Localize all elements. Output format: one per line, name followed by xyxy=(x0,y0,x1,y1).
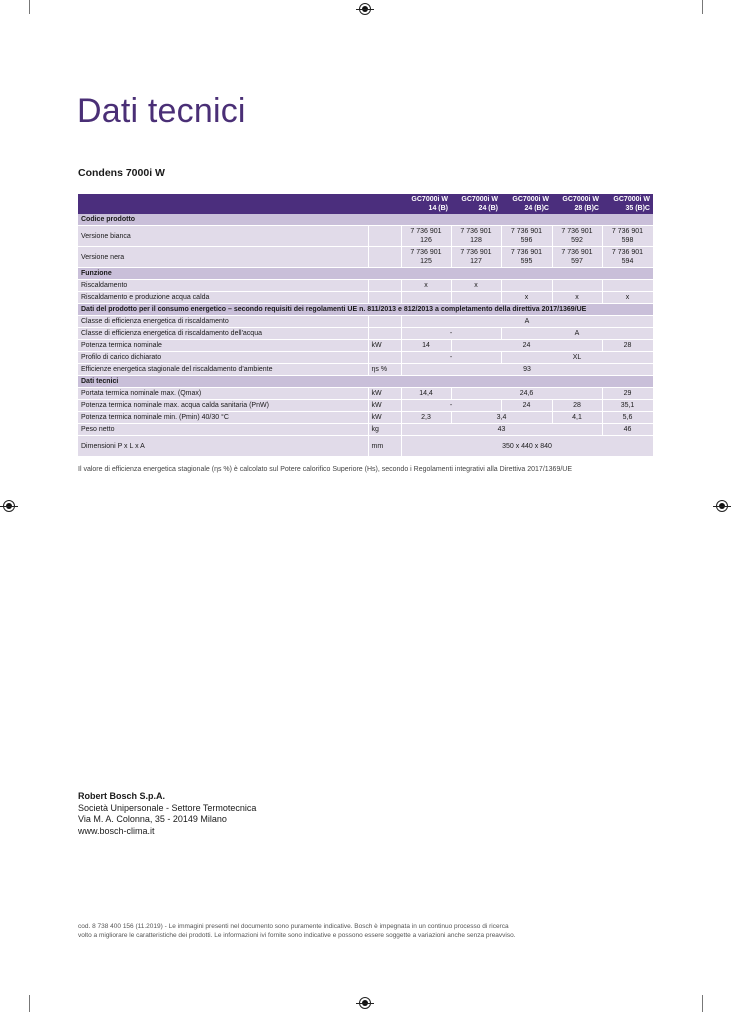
cell-value: 7 736 901 594 xyxy=(602,247,653,268)
cell-value: 29 xyxy=(602,388,653,400)
row-unit: kW xyxy=(368,400,401,412)
cell-value xyxy=(602,280,653,292)
registration-mark xyxy=(359,3,371,15)
row-label: Versione bianca xyxy=(78,226,368,247)
cell-value: 7 736 901 597 xyxy=(552,247,602,268)
registration-mark xyxy=(716,500,728,512)
section-row xyxy=(78,214,653,226)
table-row xyxy=(78,424,653,436)
column-header: GC7000i W 24 (B) xyxy=(451,194,501,214)
crop-mark xyxy=(29,0,30,14)
cell-value: 14,4 xyxy=(401,388,451,400)
section-row xyxy=(78,376,653,388)
cell-value: - xyxy=(401,328,501,340)
cell-value xyxy=(552,280,602,292)
row-label: Classe di efficienza energetica di riscaldamento dell'acqua xyxy=(78,328,368,340)
row-label: Dimensioni P x L x A xyxy=(78,436,368,457)
cell-value: 46 xyxy=(602,424,653,436)
disclaimer xyxy=(78,922,638,940)
section-title: Codice prodotto xyxy=(78,214,653,226)
cell-value: x xyxy=(501,292,552,304)
crop-mark xyxy=(29,995,30,1012)
cell-value xyxy=(501,280,552,292)
row-unit xyxy=(368,328,401,340)
cell-value: 2,3 xyxy=(401,412,451,424)
table-row xyxy=(78,388,653,400)
header-blank xyxy=(368,194,401,214)
column-header: GC7000i W 24 (B)C xyxy=(501,194,552,214)
table-row xyxy=(78,436,653,457)
column-header: GC7000i W 28 (B)C xyxy=(552,194,602,214)
row-unit xyxy=(368,316,401,328)
row-label: Potenza termica nominale xyxy=(78,340,368,352)
table-row xyxy=(78,316,653,328)
cell-value: 24 xyxy=(501,400,552,412)
cell-value: 4,1 xyxy=(552,412,602,424)
cell-value: 7 736 901 126 xyxy=(401,226,451,247)
table-row xyxy=(78,352,653,364)
table-header-row xyxy=(78,194,653,214)
cell-value: 7 736 901 125 xyxy=(401,247,451,268)
cell-value: 7 736 901 592 xyxy=(552,226,602,247)
table-row xyxy=(78,364,653,376)
cell-value xyxy=(451,292,501,304)
section-title: Funzione xyxy=(78,268,653,280)
disclaimer-line: volto a migliorare le caratteristiche dei prodotti. Le informazioni ivi fornite sono indicative e possono essere soggette a variazioni anche senza preavviso. xyxy=(78,932,516,939)
row-unit: ηs % xyxy=(368,364,401,376)
row-unit: mm xyxy=(368,436,401,457)
page-title: Dati tecnici xyxy=(77,92,246,130)
cell-value: - xyxy=(401,352,501,364)
cell-value: 35,1 xyxy=(602,400,653,412)
row-label: Portata termica nominale max. (Qmax) xyxy=(78,388,368,400)
cell-value: A xyxy=(501,328,653,340)
cell-value: x xyxy=(451,280,501,292)
column-header: GC7000i W 35 (B)C xyxy=(602,194,653,214)
cell-value: 5,6 xyxy=(602,412,653,424)
column-header: GC7000i W 14 (B) xyxy=(401,194,451,214)
row-label: Potenza termica nominale max. acqua calda sanitaria (PnW) xyxy=(78,400,368,412)
row-label: Classe di efficienza energetica di riscaldamento xyxy=(78,316,368,328)
company-line: Società Unipersonale - Settore Termotecnica xyxy=(78,802,257,813)
cell-value: 7 736 901 127 xyxy=(451,247,501,268)
row-unit xyxy=(368,226,401,247)
table-row xyxy=(78,280,653,292)
table-row xyxy=(78,340,653,352)
cell-value: 24,6 xyxy=(451,388,602,400)
cell-value: 43 xyxy=(401,424,602,436)
row-label: Peso netto xyxy=(78,424,368,436)
cell-value: 7 736 901 128 xyxy=(451,226,501,247)
registration-mark xyxy=(3,500,15,512)
cell-value: XL xyxy=(501,352,653,364)
cell-value: x xyxy=(552,292,602,304)
cell-value: 24 xyxy=(451,340,602,352)
spec-table xyxy=(78,194,654,457)
section-title: Dati del prodotto per il consumo energetico – secondo requisiti dei regolamenti UE n. 811/2013 e 812/2013 a completamento della direttiva 2017/1369/UE xyxy=(78,304,653,316)
row-label: Riscaldamento e produzione acqua calda xyxy=(78,292,368,304)
cell-value: - xyxy=(401,400,501,412)
product-subtitle: Condens 7000i W xyxy=(78,167,165,179)
registration-mark xyxy=(359,997,371,1009)
section-row xyxy=(78,268,653,280)
row-label: Riscaldamento xyxy=(78,280,368,292)
cell-value: 28 xyxy=(602,340,653,352)
row-unit xyxy=(368,247,401,268)
table-row xyxy=(78,400,653,412)
company-address: Via M. A. Colonna, 35 - 20149 Milano xyxy=(78,814,227,824)
disclaimer-line: cod. 8 738 400 156 (11.2019) - Le immagini presenti nel documento sono puramente indicative. Bosch è impegnata in un continuo processo di ricerca xyxy=(78,923,509,930)
cell-value: 3,4 xyxy=(451,412,552,424)
cell-value: 7 736 901 595 xyxy=(501,247,552,268)
cell-value xyxy=(401,292,451,304)
crop-mark xyxy=(702,995,703,1012)
cell-value: x xyxy=(602,292,653,304)
table-row xyxy=(78,328,653,340)
crop-mark xyxy=(702,0,703,14)
cell-value: x xyxy=(401,280,451,292)
row-label: Efficienze energetica stagionale del riscaldamento d'ambiente xyxy=(78,364,368,376)
row-unit: kW xyxy=(368,388,401,400)
table-row xyxy=(78,292,653,304)
row-unit: kW xyxy=(368,340,401,352)
row-unit: kW xyxy=(368,412,401,424)
row-unit xyxy=(368,280,401,292)
row-unit xyxy=(368,352,401,364)
header-blank xyxy=(78,194,368,214)
cell-value: 14 xyxy=(401,340,451,352)
row-unit: kg xyxy=(368,424,401,436)
company-website: www.bosch-clima.it xyxy=(78,825,155,836)
cell-value: 93 xyxy=(401,364,653,376)
cell-value: 350 x 440 x 840 xyxy=(401,436,653,457)
row-label: Profilo di carico dichiarato xyxy=(78,352,368,364)
efficiency-footnote: Il valore di efficienza energetica stagionale (ηs %) è calcolato sul Potere calorifico Superiore (Hs), secondo i Regolamenti integrativi alla Direttiva 2017/1369/UE xyxy=(78,466,573,473)
cell-value: 7 736 901 598 xyxy=(602,226,653,247)
row-label: Versione nera xyxy=(78,247,368,268)
table-row xyxy=(78,226,653,247)
company-info xyxy=(78,791,256,837)
cell-value: A xyxy=(401,316,653,328)
row-label: Potenza termica nominale min. (Pmin) 40/30 °C xyxy=(78,412,368,424)
cell-value: 7 736 901 596 xyxy=(501,226,552,247)
table-row xyxy=(78,247,653,268)
cell-value: 28 xyxy=(552,400,602,412)
row-unit xyxy=(368,292,401,304)
company-name: Robert Bosch S.p.A. xyxy=(78,791,166,801)
table-row xyxy=(78,412,653,424)
section-row xyxy=(78,304,653,316)
section-title: Dati tecnici xyxy=(78,376,653,388)
